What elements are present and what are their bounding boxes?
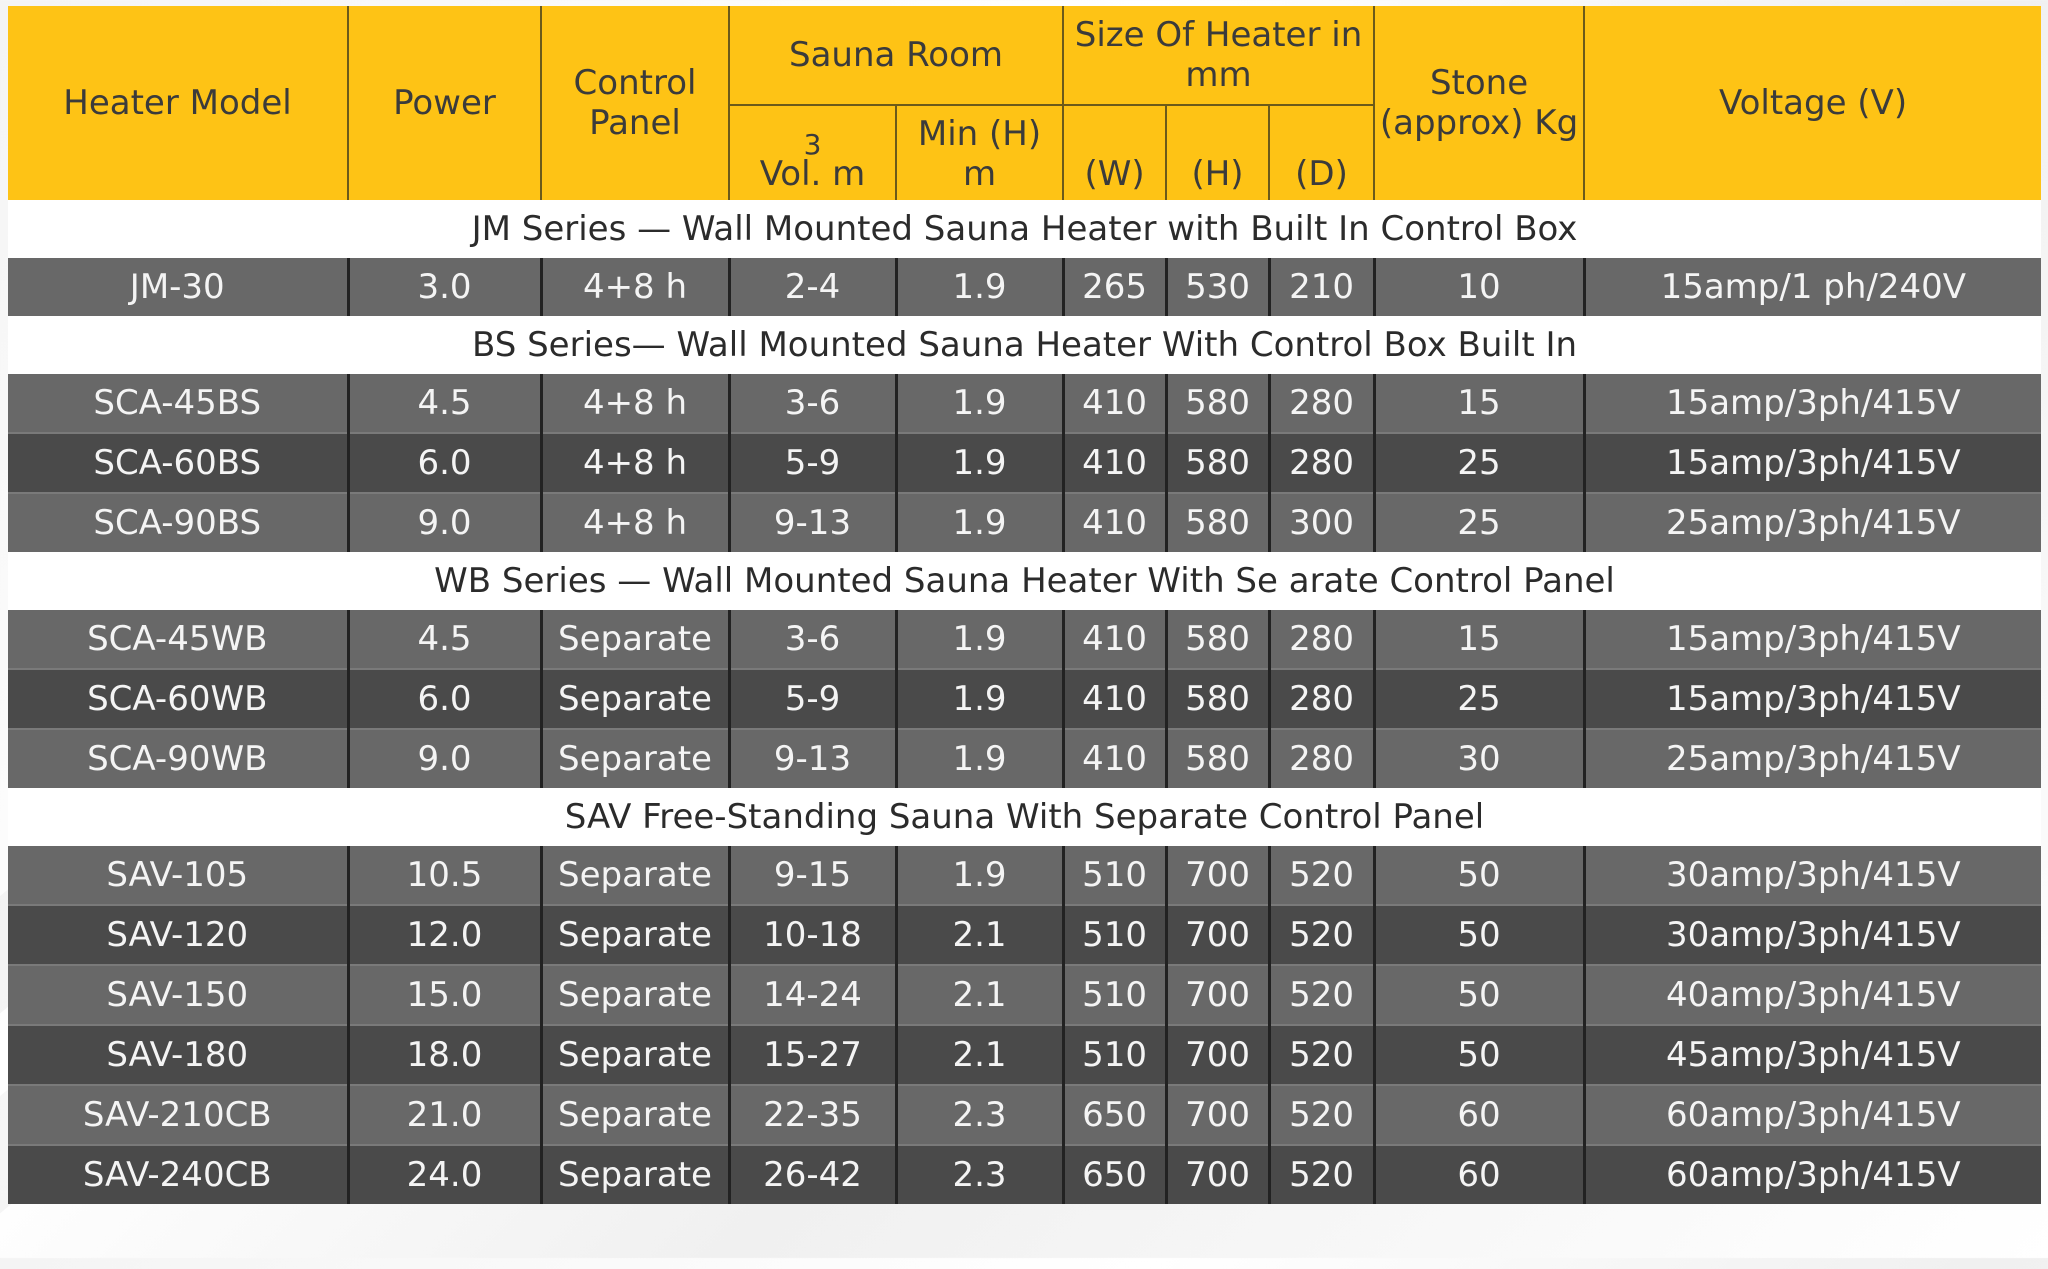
cell-depth: 210 — [1269, 258, 1374, 316]
cell-width: 510 — [1063, 905, 1166, 965]
cell-voltage: 15amp/1 ph/240V — [1584, 258, 2041, 316]
table-row — [8, 1025, 2041, 1085]
cell-power: 18.0 — [348, 1025, 541, 1085]
cell-stone: 25 — [1374, 433, 1584, 493]
cell-depth: 300 — [1269, 493, 1374, 552]
cell-depth: 520 — [1269, 1085, 1374, 1145]
section-title-row — [8, 200, 2041, 258]
cell-control-panel: 4+8 h — [541, 374, 729, 433]
cell-depth: 280 — [1269, 374, 1374, 433]
table-row — [8, 493, 2041, 552]
cell-model: SCA-45BS — [8, 374, 348, 433]
header-heater-size: Size Of Heater in mm — [1063, 6, 1374, 105]
cell-model: SCA-60BS — [8, 433, 348, 493]
heater-spec-table — [8, 6, 2041, 1204]
cell-control-panel: Separate — [541, 610, 729, 669]
section-title: WB Series — Wall Mounted Sauna Heater With Se arate Control Panel — [8, 552, 2041, 610]
cell-stone: 30 — [1374, 729, 1584, 788]
cell-min-height: 2.1 — [896, 905, 1063, 965]
cell-depth: 280 — [1269, 610, 1374, 669]
header-min-height: Min (H) m — [896, 105, 1063, 200]
cell-model: SAV-180 — [8, 1025, 348, 1085]
cell-min-height: 1.9 — [896, 669, 1063, 729]
cell-power: 6.0 — [348, 433, 541, 493]
table-row — [8, 669, 2041, 729]
cell-min-height: 1.9 — [896, 610, 1063, 669]
cell-voltage: 45amp/3ph/415V — [1584, 1025, 2041, 1085]
cell-control-panel: Separate — [541, 1025, 729, 1085]
cell-voltage: 15amp/3ph/415V — [1584, 433, 2041, 493]
cell-width: 410 — [1063, 433, 1166, 493]
header-width: (W) — [1063, 105, 1166, 200]
cell-stone: 15 — [1374, 610, 1584, 669]
table-row — [8, 729, 2041, 788]
section-title-row — [8, 788, 2041, 846]
header-voltage: Voltage (V) — [1584, 6, 2041, 200]
header-stone: Stone (approx) Kg — [1374, 6, 1584, 200]
cell-model: SAV-105 — [8, 846, 348, 905]
section-title-row — [8, 552, 2041, 610]
cell-voltage: 25amp/3ph/415V — [1584, 493, 2041, 552]
cell-stone: 25 — [1374, 669, 1584, 729]
cell-volume: 9-15 — [729, 846, 896, 905]
cell-power: 10.5 — [348, 846, 541, 905]
cell-control-panel: Separate — [541, 729, 729, 788]
cell-model: SCA-90WB — [8, 729, 348, 788]
cell-volume: 14-24 — [729, 965, 896, 1025]
cell-volume: 26-42 — [729, 1145, 896, 1204]
cell-width: 410 — [1063, 610, 1166, 669]
cell-power: 4.5 — [348, 610, 541, 669]
table-row — [8, 905, 2041, 965]
cell-control-panel: Separate — [541, 905, 729, 965]
table-header — [8, 6, 2041, 200]
cell-min-height: 1.9 — [896, 374, 1063, 433]
cell-volume: 3-6 — [729, 610, 896, 669]
table-row — [8, 965, 2041, 1025]
cell-width: 410 — [1063, 374, 1166, 433]
cell-volume: 10-18 — [729, 905, 896, 965]
cell-voltage: 30amp/3ph/415V — [1584, 905, 2041, 965]
cell-height: 580 — [1166, 433, 1269, 493]
cell-depth: 520 — [1269, 965, 1374, 1025]
cell-height: 700 — [1166, 905, 1269, 965]
cell-power: 12.0 — [348, 905, 541, 965]
table-row — [8, 374, 2041, 433]
cell-height: 700 — [1166, 846, 1269, 905]
cell-power: 4.5 — [348, 374, 541, 433]
cell-stone: 60 — [1374, 1085, 1584, 1145]
header-depth: (D) — [1269, 105, 1374, 200]
cell-model: SAV-240CB — [8, 1145, 348, 1204]
cell-power: 15.0 — [348, 965, 541, 1025]
cell-stone: 10 — [1374, 258, 1584, 316]
cell-min-height: 1.9 — [896, 433, 1063, 493]
cell-height: 530 — [1166, 258, 1269, 316]
section-title-row — [8, 316, 2041, 374]
cell-depth: 280 — [1269, 669, 1374, 729]
table-row — [8, 1145, 2041, 1204]
cell-power: 9.0 — [348, 729, 541, 788]
cell-width: 510 — [1063, 1025, 1166, 1085]
cell-width: 650 — [1063, 1085, 1166, 1145]
cell-voltage: 60amp/3ph/415V — [1584, 1085, 2041, 1145]
cell-power: 9.0 — [348, 493, 541, 552]
spec-sheet — [8, 6, 2041, 1204]
cell-model: JM-30 — [8, 258, 348, 316]
cell-min-height: 2.1 — [896, 1025, 1063, 1085]
cell-volume: 9-13 — [729, 493, 896, 552]
cell-model: SAV-210CB — [8, 1085, 348, 1145]
cell-min-height: 1.9 — [896, 846, 1063, 905]
cell-width: 650 — [1063, 1145, 1166, 1204]
cell-power: 6.0 — [348, 669, 541, 729]
cell-depth: 520 — [1269, 846, 1374, 905]
cell-volume: 5-9 — [729, 433, 896, 493]
cell-min-height: 2.3 — [896, 1085, 1063, 1145]
cell-height: 580 — [1166, 669, 1269, 729]
cell-control-panel: Separate — [541, 846, 729, 905]
cell-stone: 50 — [1374, 905, 1584, 965]
cell-control-panel: Separate — [541, 1145, 729, 1204]
cell-model: SCA-60WB — [8, 669, 348, 729]
cell-min-height: 1.9 — [896, 493, 1063, 552]
cell-height: 700 — [1166, 1145, 1269, 1204]
cell-min-height: 1.9 — [896, 729, 1063, 788]
table-row — [8, 1085, 2041, 1145]
cell-power: 21.0 — [348, 1085, 541, 1145]
cell-model: SAV-150 — [8, 965, 348, 1025]
cell-width: 410 — [1063, 729, 1166, 788]
header-volume-superscript: 3 — [803, 128, 822, 161]
cell-model: SAV-120 — [8, 905, 348, 965]
cell-voltage: 30amp/3ph/415V — [1584, 846, 2041, 905]
cell-width: 510 — [1063, 846, 1166, 905]
cell-depth: 280 — [1269, 433, 1374, 493]
table-row — [8, 433, 2041, 493]
cell-depth: 520 — [1269, 905, 1374, 965]
cell-stone: 50 — [1374, 1025, 1584, 1085]
cell-stone: 25 — [1374, 493, 1584, 552]
cell-voltage: 25amp/3ph/415V — [1584, 729, 2041, 788]
cell-power: 24.0 — [348, 1145, 541, 1204]
cell-width: 265 — [1063, 258, 1166, 316]
cell-stone: 50 — [1374, 965, 1584, 1025]
header-power: Power — [348, 6, 541, 200]
cell-power: 3.0 — [348, 258, 541, 316]
table-body — [8, 200, 2041, 1204]
cell-volume: 15-27 — [729, 1025, 896, 1085]
cell-width: 510 — [1063, 965, 1166, 1025]
cell-control-panel: 4+8 h — [541, 433, 729, 493]
cell-volume: 3-6 — [729, 374, 896, 433]
cell-voltage: 15amp/3ph/415V — [1584, 610, 2041, 669]
cell-min-height: 2.3 — [896, 1145, 1063, 1204]
cell-width: 410 — [1063, 669, 1166, 729]
cell-depth: 520 — [1269, 1145, 1374, 1204]
cell-model: SCA-45WB — [8, 610, 348, 669]
cell-control-panel: 4+8 h — [541, 493, 729, 552]
section-title: JM Series — Wall Mounted Sauna Heater with Built In Control Box — [8, 200, 2041, 258]
cell-volume: 22-35 — [729, 1085, 896, 1145]
cell-min-height: 2.1 — [896, 965, 1063, 1025]
header-sauna-room: Sauna Room — [729, 6, 1063, 105]
header-volume-label: Vol. m — [759, 154, 866, 194]
cell-voltage: 15amp/3ph/415V — [1584, 669, 2041, 729]
cell-control-panel: 4+8 h — [541, 258, 729, 316]
cell-min-height: 1.9 — [896, 258, 1063, 316]
cell-depth: 280 — [1269, 729, 1374, 788]
section-title: BS Series— Wall Mounted Sauna Heater With Control Box Built In — [8, 316, 2041, 374]
cell-control-panel: Separate — [541, 1085, 729, 1145]
header-heater-model: Heater Model — [8, 6, 348, 200]
cell-height: 700 — [1166, 965, 1269, 1025]
cell-volume: 9-13 — [729, 729, 896, 788]
cell-stone: 15 — [1374, 374, 1584, 433]
cell-model: SCA-90BS — [8, 493, 348, 552]
cell-stone: 60 — [1374, 1145, 1584, 1204]
header-volume — [729, 105, 896, 200]
cell-height: 700 — [1166, 1025, 1269, 1085]
cell-stone: 50 — [1374, 846, 1584, 905]
cell-voltage: 60amp/3ph/415V — [1584, 1145, 2041, 1204]
cell-height: 580 — [1166, 374, 1269, 433]
table-row — [8, 846, 2041, 905]
cell-volume: 5-9 — [729, 669, 896, 729]
cell-height: 580 — [1166, 493, 1269, 552]
cell-control-panel: Separate — [541, 669, 729, 729]
header-height: (H) — [1166, 105, 1269, 200]
section-title: SAV Free-Standing Sauna With Separate Control Panel — [8, 788, 2041, 846]
cell-height: 580 — [1166, 729, 1269, 788]
cell-control-panel: Separate — [541, 965, 729, 1025]
cell-height: 700 — [1166, 1085, 1269, 1145]
cell-voltage: 15amp/3ph/415V — [1584, 374, 2041, 433]
cell-height: 580 — [1166, 610, 1269, 669]
table-row — [8, 610, 2041, 669]
cell-width: 410 — [1063, 493, 1166, 552]
cell-volume: 2-4 — [729, 258, 896, 316]
cell-voltage: 40amp/3ph/415V — [1584, 965, 2041, 1025]
header-control-panel: Control Panel — [541, 6, 729, 200]
table-row — [8, 258, 2041, 316]
cell-depth: 520 — [1269, 1025, 1374, 1085]
